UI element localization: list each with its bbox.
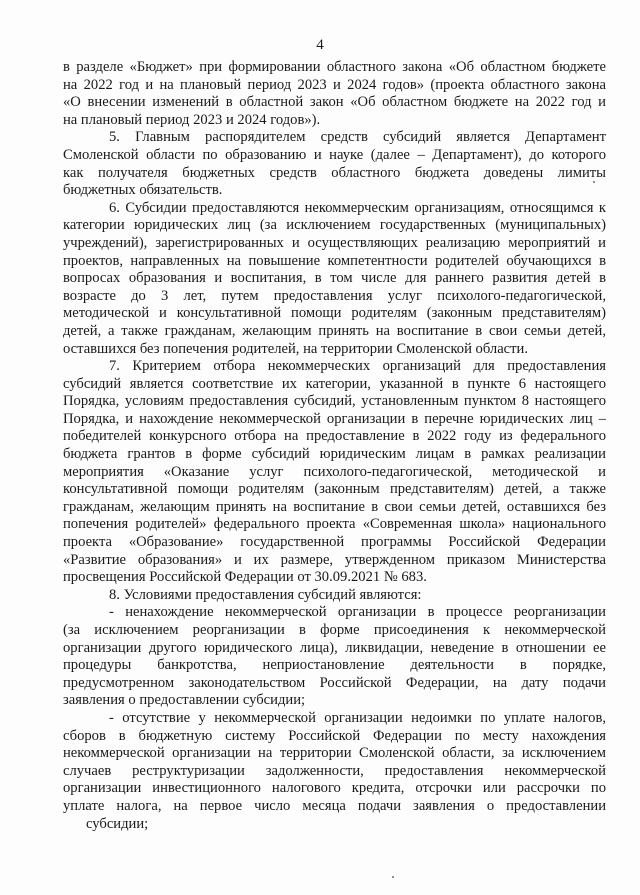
text-line: победителей конкурсного отбора на предоставление в 2022 году из федерального	[63, 428, 606, 445]
text-line: процедуры банкротства, неприостановление деятельности в порядке,	[63, 657, 606, 674]
text-line: вопросах образования и воспитания, в том числе для раннего развития детей в	[63, 270, 606, 287]
text-line: просвещения Российской Федерации от 30.09.2021 № 683.	[63, 569, 427, 586]
text-line: 6. Субсидии предоставляются некоммерческим организациям, относящимся к	[109, 199, 606, 216]
text-line: субсидии;	[86, 815, 149, 832]
text-line: 5. Главным распорядителем средств субсидий является Департамент	[109, 129, 606, 146]
text-line: 7. Критерием отбора некоммерческих организаций для предоставления	[109, 358, 606, 375]
text-line: в разделе «Бюджет» при формировании областного закона «Об областном бюджете	[63, 59, 606, 75]
text-line: учреждений), зарегистрированных и осуществляющих реализацию мероприятий и	[63, 234, 606, 251]
text-line: субсидий является соответствие их категории, указанной в пункте 6 настоящего	[63, 375, 606, 392]
text-line: детей, а также гражданам, желающим принять на воспитание в свои семьи детей,	[63, 322, 606, 339]
text-line: бюджета грантов в форме субсидий юридическим лицам в рамках реализации	[63, 446, 606, 463]
text-line: гражданам, желающим принять на воспитание в свои семьи детей, оставшихся без	[63, 498, 606, 515]
text-line: организации инвестиционного налогового кредита, отсрочки или рассрочки по	[63, 780, 606, 797]
text-line: на 2022 год и на плановый период 2023 и 2024 годов» (проекта областного закона	[63, 76, 606, 93]
text-line: проектов, направленных на повышение компетентности родителей обучающихся в	[63, 252, 606, 269]
text-line: бюджетных обязательств.	[63, 182, 223, 199]
text-line: случаев реструктуризации задолженности, предоставления некоммерческой	[63, 762, 606, 779]
scan-speck	[392, 876, 394, 878]
text-line: Смоленской области по образованию и науке (далее – Департамент), до которого	[63, 146, 606, 163]
text-line: (за исключением реорганизации в форме присоединения к некоммерческой	[63, 622, 606, 638]
page-number: 4	[316, 37, 324, 53]
text-line: организации другого юридического лица), ликвидации, неведение в отношении ее	[63, 639, 606, 656]
text-line: предусмотренном законодательством Российской Федерации, на дату подачи	[63, 674, 606, 691]
text-line: - отсутствие у некоммерческой организации недоимки по уплате налогов,	[109, 709, 606, 726]
scan-speck	[593, 181, 595, 183]
text-line: на плановый период 2023 и 2024 годов»).	[63, 111, 321, 128]
text-line: Порядка, условиям предоставления субсидий, установленным пунктом 8 настоящего	[63, 393, 606, 410]
text-line: консультативной помощи родителям (законным представителям) детей, а также	[63, 481, 606, 498]
text-line: мероприятия «Оказание услуг психолого-педагогической, методической и	[63, 463, 606, 480]
text-line: «О внесении изменений в областной закон «Об областном бюджете на 2022 год и	[63, 94, 606, 111]
body-text	[63, 59, 606, 833]
text-line: оставшихся без попечения родителей, на территории Смоленской области.	[63, 340, 528, 357]
text-line: заявления о предоставлении субсидии;	[63, 692, 306, 709]
text-line: попечения родителей» федерального проекта «Современная школа» национального	[63, 516, 606, 533]
text-line: сборов в бюджетную систему Российской Федерации по месту нахождения	[63, 727, 606, 744]
text-line: Порядка, и нахождение некоммерческой организации в перечне юридических лиц –	[63, 410, 606, 427]
text-line: «Развитие образования» и их размере, утвержденном приказом Министерства	[63, 551, 606, 568]
text-line: - ненахождение некоммерческой организации в процессе реорганизации	[109, 604, 606, 621]
text-line: уплате налога, на первое число месяца подачи заявления о предоставлении	[63, 797, 606, 814]
text-line: категории юридических лиц (за исключением государственных (муниципальных)	[63, 217, 606, 234]
text-line: некоммерческой организации на территории Смоленской области, за исключением	[63, 745, 606, 762]
text-line: проекта «Образование» государственной программы Российской Федерации	[63, 534, 606, 551]
text-line: методической и консультативной помощи родителям (законным представителям)	[63, 305, 606, 322]
text-line: как получателя бюджетных средств областного бюджета доведены лимиты	[63, 164, 606, 181]
text-line: 8. Условиями предоставления субсидий являются:	[109, 586, 422, 603]
text-line: возрасте до 3 лет, путем предоставления услуг психолого-педагогической,	[63, 287, 606, 304]
